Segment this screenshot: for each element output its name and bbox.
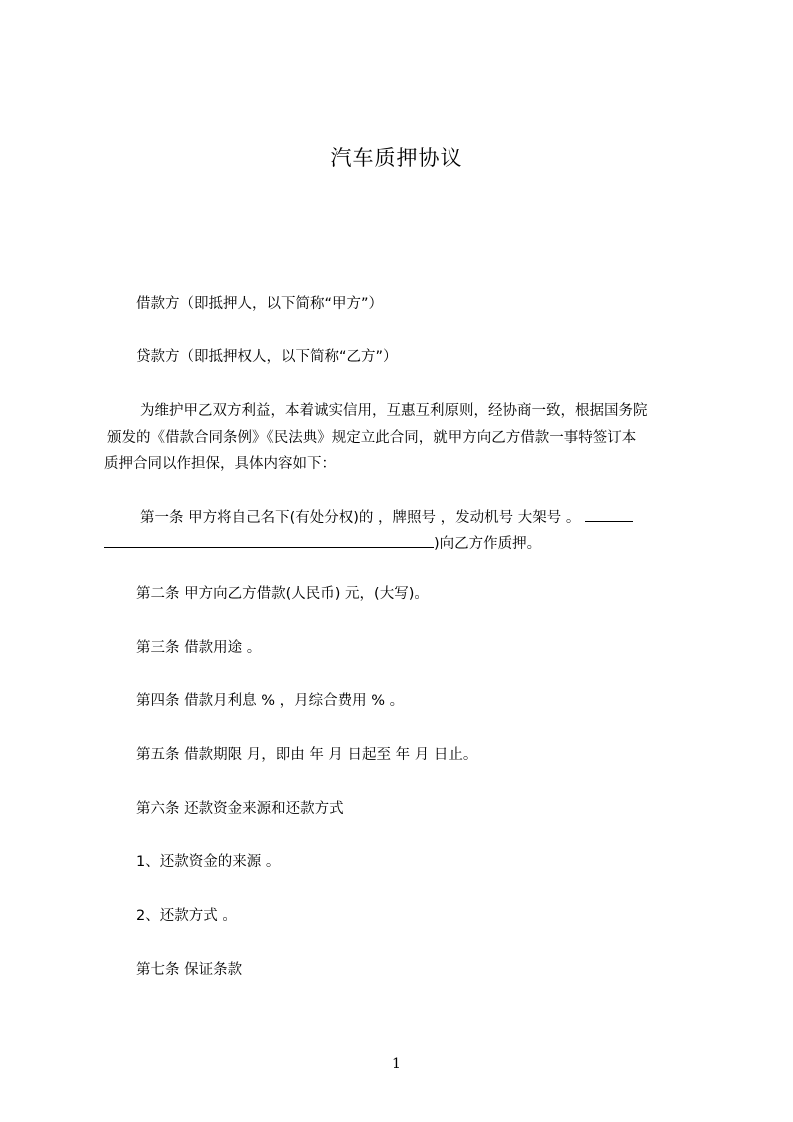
article-1-line-1 [140,506,633,527]
article-5-line: 第五条 借款期限 月，即由 年 月 日起至 年 月 日止。 [136,747,478,763]
borrower-line: 借款方（即抵押人，以下简称“甲方”） [136,296,384,312]
article-3-line: 第三条 借款用途 。 [136,640,262,656]
article-7-line: 第七条 保证条款 [136,962,243,978]
article-1-blank-1 [585,509,633,522]
preamble-line-1: 为维护甲乙双方利益，本着诚实信用，互惠互利原则，经协商一致，根据国务院 [140,403,648,419]
page-number: 1 [392,1056,401,1072]
article-1-text: 第一条 甲方将自己名下(有处分权)的 ，牌照号 ，发动机号 大架号 。 [140,510,581,526]
article-1-text-2: )向乙方作质押。 [434,536,542,552]
article-2-line: 第二条 甲方向乙方借款(人民币) 元，(大写)。 [136,586,429,602]
article-6-line: 第六条 还款资金来源和还款方式 [136,801,344,817]
document-title: 汽车质押协议 [330,146,463,170]
lender-line: 贷款方（即抵押权人，以下简称“乙方”） [136,349,398,365]
preamble-line-2: 颁发的《借款合同条例》《民法典》规定立此合同，就甲方向乙方借款一事特签订本 [107,430,637,446]
article-1-blank-2 [104,535,434,548]
article-4-line: 第四条 借款月利息 % ，月综合费用 % 。 [136,693,405,709]
article-6-item-1: 1、还款资金的来源 。 [136,854,281,870]
article-6-item-2: 2、还款方式 。 [136,908,237,924]
article-1-line-2 [104,532,541,553]
preamble-line-3: 质押合同以作担保，具体内容如下： [104,456,336,472]
